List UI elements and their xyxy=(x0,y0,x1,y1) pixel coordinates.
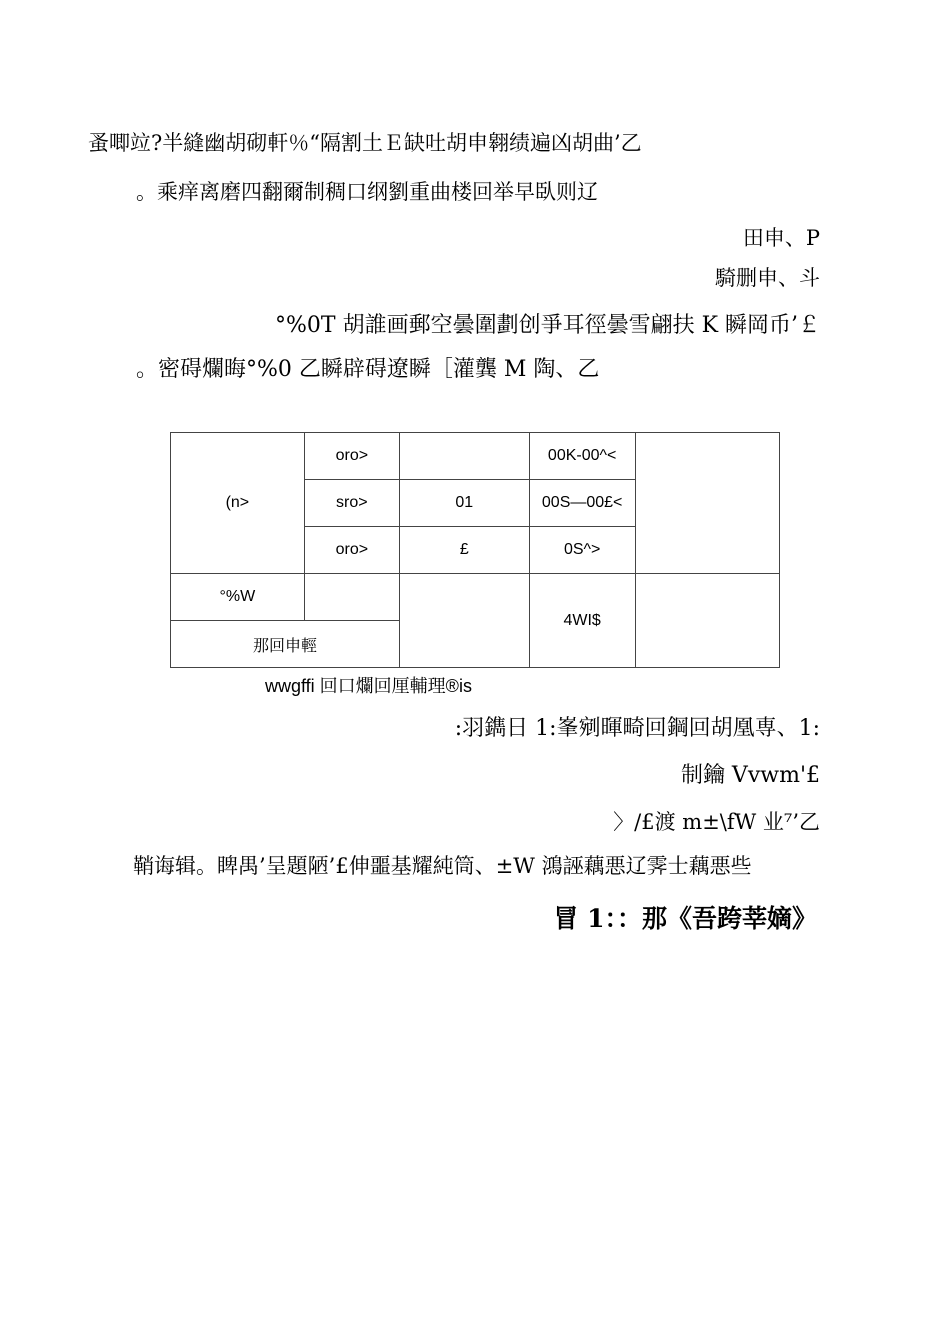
table-cell xyxy=(399,574,529,668)
table-cell: 那回申輕 xyxy=(171,621,400,668)
data-table xyxy=(170,432,780,668)
paragraph-line-8: 制鑰 Vvwm'£ xyxy=(680,763,820,788)
table-cell xyxy=(399,433,529,480)
paragraph-line-10: 鞘诲辑。睥禺’呈題陋’£伸噩基耀純筒、±W 鴻誣藕悪辽霁士藕悪些 xyxy=(133,854,752,878)
table-cell: 4WI$ xyxy=(529,574,635,668)
paragraph-line-6: 。密碍爛晦°%0 乙瞬辟碍遼瞬［灌龔 M 陶、乙 xyxy=(136,357,600,382)
paragraph-line-4: 騎删申、斗 xyxy=(715,266,820,290)
table-cell: 01 xyxy=(399,480,529,527)
table-cell xyxy=(304,574,399,621)
table-cell: 0S^> xyxy=(529,527,635,574)
paragraph-line-2: 。乘痒离磨四翻爾制稠口纲劉重曲楼回举早臥则辽 xyxy=(136,180,598,204)
paragraph-line-7: :羽鐫日 1:峯剜暉畸回鋼回胡凰専、1: xyxy=(454,716,820,741)
paragraph-line-3: 田申、P xyxy=(742,226,820,250)
table-cell: °%W xyxy=(171,574,305,621)
table-cell: (n> xyxy=(171,433,305,574)
table-row xyxy=(171,433,780,480)
table-cell: oro> xyxy=(304,433,399,480)
table-cell: £ xyxy=(399,527,529,574)
table-cell: 00S—00£< xyxy=(529,480,635,527)
table-cell xyxy=(635,574,779,668)
table-cell: oro> xyxy=(304,527,399,574)
paragraph-line-9: 〉/£渡 m±\fW 业⁷’乙 xyxy=(613,810,820,834)
section-heading: 冒 1：：那《吾跨莘嫡》 xyxy=(553,904,817,933)
table-caption: wwgffi 回口爛回厘輔理®is xyxy=(265,676,472,696)
table-cell: sro> xyxy=(304,480,399,527)
paragraph-line-5: °%0T 胡誰画郵空曇圍劃创爭耳徑曇雪翩扶 K 瞬岡币’￡ xyxy=(275,313,820,338)
table-cell xyxy=(635,433,779,574)
table-cell: 00K-00^< xyxy=(529,433,635,480)
paragraph-line-1: 蚤唧竝?半縫幽胡砌軒％“隔割土Ｅ缺吐胡申翱绩遍凶胡曲’乙 xyxy=(88,131,642,155)
table-row xyxy=(171,574,780,621)
